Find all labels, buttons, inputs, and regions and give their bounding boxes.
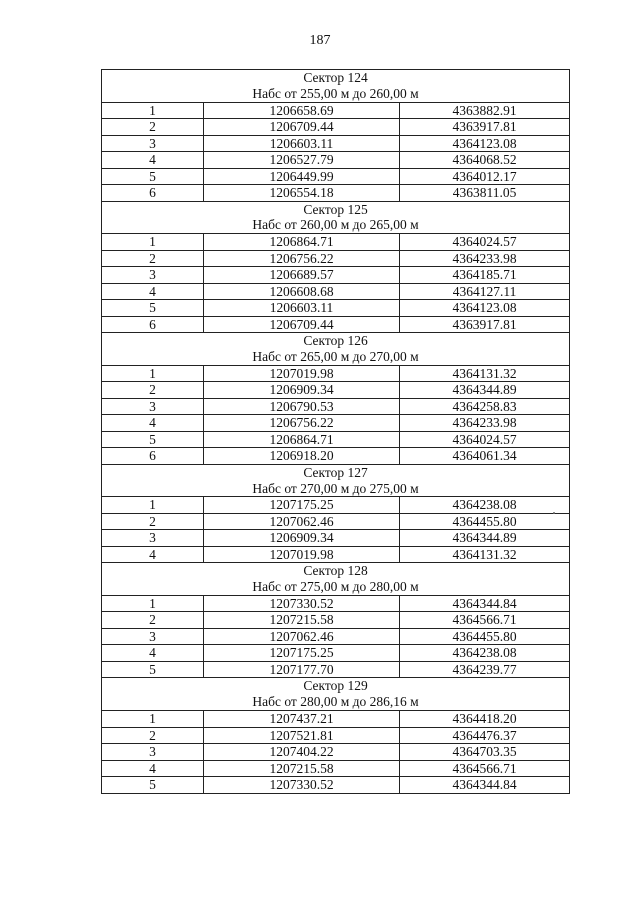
y-coordinate-cell: 4364455.80 <box>400 513 570 530</box>
y-coordinate-cell: 4364233.98 <box>400 250 570 267</box>
point-number-cell: 5 <box>102 777 204 794</box>
y-coordinate-cell: 4364258.83 <box>400 398 570 415</box>
point-number-cell: 2 <box>102 382 204 399</box>
point-number-cell: 2 <box>102 119 204 136</box>
point-number-cell: 2 <box>102 513 204 530</box>
point-number-cell: 6 <box>102 316 204 333</box>
point-number-cell: 1 <box>102 595 204 612</box>
sector-height-range: Набс от 270,00 м до 275,00 м <box>252 480 419 496</box>
sector-title: Сектор 129 <box>303 678 368 694</box>
x-coordinate-cell: 1206603.11 <box>204 135 400 152</box>
y-coordinate-cell: 4363917.81 <box>400 316 570 333</box>
y-coordinate-cell: 4364185.71 <box>400 267 570 284</box>
table-row <box>102 497 570 514</box>
y-coordinate-cell: 4364476.37 <box>400 727 570 744</box>
point-number-cell: 5 <box>102 300 204 317</box>
table-row <box>102 250 570 267</box>
x-coordinate-cell: 1206864.71 <box>204 431 400 448</box>
x-coordinate-cell: 1206603.11 <box>204 300 400 317</box>
x-coordinate-cell: 1207062.46 <box>204 513 400 530</box>
y-coordinate-cell: 4364344.89 <box>400 530 570 547</box>
sector-header <box>102 678 570 711</box>
table-row <box>102 530 570 547</box>
y-coordinate-cell: 4363811.05 <box>400 185 570 202</box>
x-coordinate-cell: 1206909.34 <box>204 530 400 547</box>
sector-header-row <box>102 333 570 366</box>
x-coordinate-cell: 1206756.22 <box>204 415 400 432</box>
table-row <box>102 777 570 794</box>
x-coordinate-cell: 1206527.79 <box>204 152 400 169</box>
table-row <box>102 119 570 136</box>
x-coordinate-cell: 1206449.99 <box>204 168 400 185</box>
table-row <box>102 316 570 333</box>
x-coordinate-cell: 1207330.52 <box>204 777 400 794</box>
point-number-cell: 6 <box>102 185 204 202</box>
y-coordinate-cell: 4364455.80 <box>400 628 570 645</box>
sector-header-row <box>102 678 570 711</box>
x-coordinate-cell: 1206608.68 <box>204 283 400 300</box>
table-row <box>102 365 570 382</box>
sector-title: Сектор 124 <box>303 70 368 85</box>
table-row <box>102 185 570 202</box>
y-coordinate-cell: 4363882.91 <box>400 102 570 119</box>
x-coordinate-cell: 1207215.58 <box>204 760 400 777</box>
point-number-cell: 3 <box>102 267 204 284</box>
point-number-cell: 1 <box>102 497 204 514</box>
table-row <box>102 382 570 399</box>
sector-header <box>102 563 570 596</box>
y-coordinate-cell: 4364344.89 <box>400 382 570 399</box>
x-coordinate-cell: 1206709.44 <box>204 316 400 333</box>
y-coordinate-cell: 4364344.84 <box>400 777 570 794</box>
table-row <box>102 661 570 678</box>
y-coordinate-cell: 4364566.71 <box>400 612 570 629</box>
point-number-cell: 4 <box>102 645 204 662</box>
x-coordinate-cell: 1206864.71 <box>204 234 400 251</box>
y-coordinate-cell: 4364024.57 <box>400 234 570 251</box>
x-coordinate-cell: 1207177.70 <box>204 661 400 678</box>
table-row <box>102 234 570 251</box>
point-number-cell: 5 <box>102 168 204 185</box>
y-coordinate-cell: 4364024.57 <box>400 431 570 448</box>
sector-header-row <box>102 70 570 103</box>
point-number-cell: 4 <box>102 760 204 777</box>
point-number-cell: 2 <box>102 612 204 629</box>
y-coordinate-cell: 4364418.20 <box>400 711 570 728</box>
y-coordinate-cell: 4364123.08 <box>400 300 570 317</box>
x-coordinate-cell: 1207330.52 <box>204 595 400 612</box>
table-row <box>102 645 570 662</box>
table-row <box>102 760 570 777</box>
table-row <box>102 283 570 300</box>
table-row <box>102 546 570 563</box>
x-coordinate-cell: 1207175.25 <box>204 497 400 514</box>
point-number-cell: 4 <box>102 152 204 169</box>
x-coordinate-cell: 1207404.22 <box>204 744 400 761</box>
point-number-cell: 5 <box>102 661 204 678</box>
point-number-cell: 6 <box>102 448 204 465</box>
x-coordinate-cell: 1207062.46 <box>204 628 400 645</box>
point-number-cell: 3 <box>102 744 204 761</box>
x-coordinate-cell: 1207019.98 <box>204 365 400 382</box>
sector-header-row <box>102 201 570 234</box>
point-number-cell: 3 <box>102 530 204 547</box>
x-coordinate-cell: 1206918.20 <box>204 448 400 465</box>
y-coordinate-cell: 4364127.11 <box>400 283 570 300</box>
point-number-cell: 3 <box>102 628 204 645</box>
x-coordinate-cell: 1206658.69 <box>204 102 400 119</box>
sector-header-row <box>102 464 570 497</box>
point-number-cell: 2 <box>102 727 204 744</box>
table-row <box>102 152 570 169</box>
table-row <box>102 398 570 415</box>
point-number-cell: 4 <box>102 546 204 563</box>
sector-height-range: Набс от 255,00 м до 260,00 м <box>252 85 419 101</box>
sector-height-range: Набс от 260,00 м до 265,00 м <box>252 217 419 233</box>
x-coordinate-cell: 1207175.25 <box>204 645 400 662</box>
table-row <box>102 513 570 530</box>
point-number-cell: 5 <box>102 431 204 448</box>
sector-header <box>102 333 570 366</box>
y-coordinate-cell: 4364012.17 <box>400 168 570 185</box>
y-coordinate-cell: 4364238.08 <box>400 497 570 514</box>
y-coordinate-cell: 4364131.32 <box>400 365 570 382</box>
x-coordinate-cell: 1206709.44 <box>204 119 400 136</box>
y-coordinate-cell: 4364344.84 <box>400 595 570 612</box>
table-row <box>102 415 570 432</box>
x-coordinate-cell: 1207215.58 <box>204 612 400 629</box>
table-row <box>102 448 570 465</box>
point-number-cell: 2 <box>102 250 204 267</box>
sector-height-range: Набс от 265,00 м до 270,00 м <box>252 348 419 364</box>
x-coordinate-cell: 1206756.22 <box>204 250 400 267</box>
x-coordinate-cell: 1206689.57 <box>204 267 400 284</box>
y-coordinate-cell: 4364123.08 <box>400 135 570 152</box>
point-number-cell: 1 <box>102 365 204 382</box>
y-coordinate-cell: 4364239.77 <box>400 661 570 678</box>
table-row <box>102 727 570 744</box>
x-coordinate-cell: 1206554.18 <box>204 185 400 202</box>
table-row <box>102 612 570 629</box>
coordinates-table <box>101 69 570 794</box>
y-coordinate-cell: 4364131.32 <box>400 546 570 563</box>
table-row <box>102 300 570 317</box>
y-coordinate-cell: 4364233.98 <box>400 415 570 432</box>
x-coordinate-cell: 1206909.34 <box>204 382 400 399</box>
point-number-cell: 1 <box>102 711 204 728</box>
sector-height-range: Набс от 275,00 м до 280,00 м <box>252 579 419 595</box>
y-coordinate-cell: 4364566.71 <box>400 760 570 777</box>
table-row <box>102 628 570 645</box>
sector-height-range: Набс от 280,00 м до 286,16 м <box>252 694 419 710</box>
y-coordinate-cell: 4364703.35 <box>400 744 570 761</box>
page-number: 187 <box>309 33 331 48</box>
table-row <box>102 102 570 119</box>
x-coordinate-cell: 1207521.81 <box>204 727 400 744</box>
table-row <box>102 711 570 728</box>
point-number-cell: 4 <box>102 283 204 300</box>
x-coordinate-cell: 1207437.21 <box>204 711 400 728</box>
table-row <box>102 135 570 152</box>
sector-header <box>102 464 570 497</box>
x-coordinate-cell: 1206790.53 <box>204 398 400 415</box>
coordinates-table-body <box>102 70 570 794</box>
y-coordinate-cell: 4364068.52 <box>400 152 570 169</box>
y-coordinate-cell: 4363917.81 <box>400 119 570 136</box>
sector-title: Сектор 127 <box>303 464 368 480</box>
sector-header <box>102 70 570 103</box>
sector-title: Сектор 126 <box>303 333 368 349</box>
sector-title: Сектор 128 <box>303 563 368 579</box>
sector-header <box>102 201 570 234</box>
point-number-cell: 3 <box>102 398 204 415</box>
table-row <box>102 595 570 612</box>
point-number-cell: 1 <box>102 102 204 119</box>
scan-speck <box>553 512 555 514</box>
sector-title: Сектор 125 <box>303 201 368 217</box>
sector-header-row <box>102 563 570 596</box>
table-row <box>102 168 570 185</box>
x-coordinate-cell: 1207019.98 <box>204 546 400 563</box>
point-number-cell: 1 <box>102 234 204 251</box>
table-row <box>102 431 570 448</box>
point-number-cell: 3 <box>102 135 204 152</box>
y-coordinate-cell: 4364061.34 <box>400 448 570 465</box>
table-row <box>102 744 570 761</box>
y-coordinate-cell: 4364238.08 <box>400 645 570 662</box>
point-number-cell: 4 <box>102 415 204 432</box>
table-row <box>102 267 570 284</box>
